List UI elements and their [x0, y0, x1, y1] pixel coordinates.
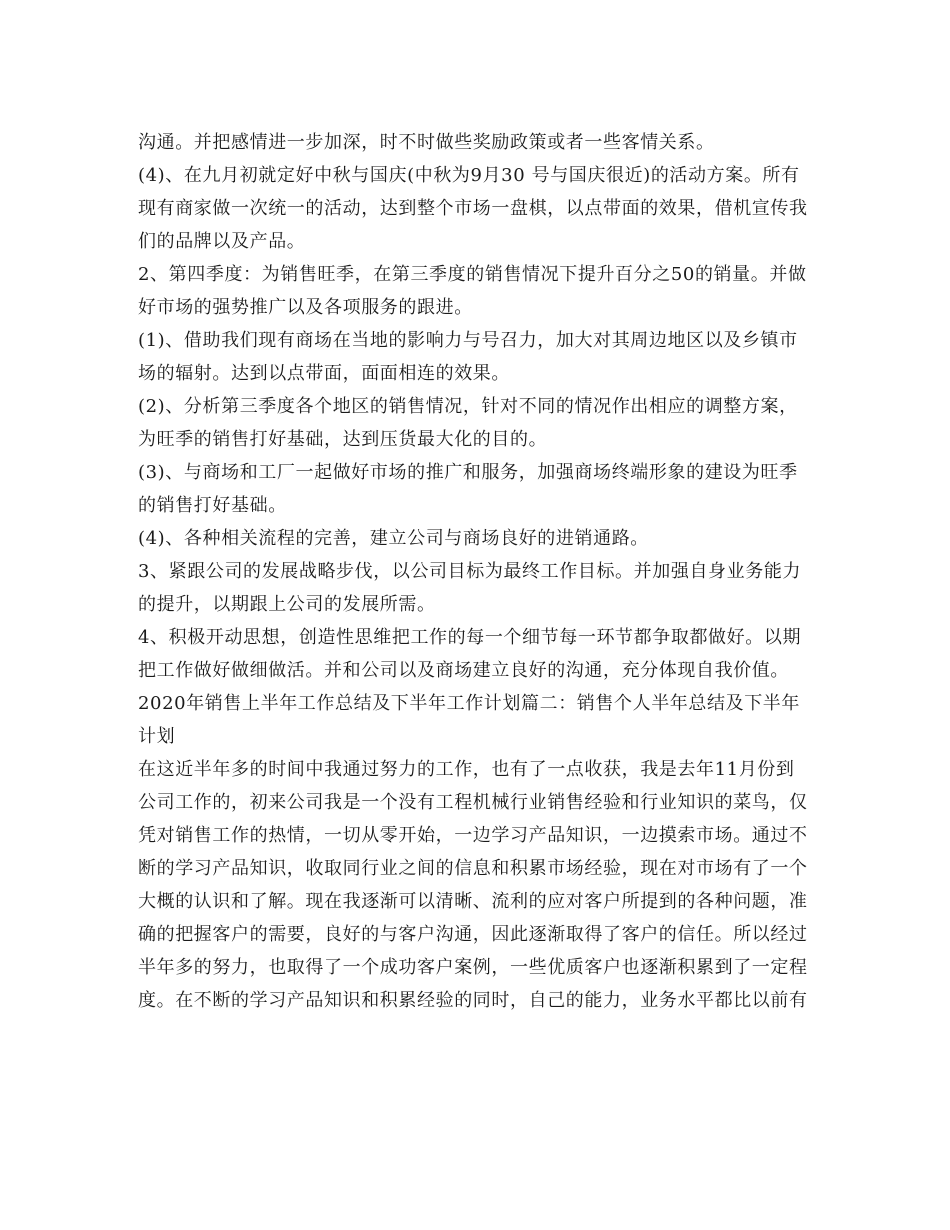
- text-line: (4)、在九月初就定好中秋与国庆(中秋为9月30 号与国庆很近)的活动方案。所有: [138, 165, 800, 186]
- text-line: 们的品牌以及产品。: [138, 231, 306, 252]
- text-line: 2、第四季度：为销售旺季，在第三季度的销售情况下提升百分之50的销量。并做: [138, 264, 807, 285]
- text-line: 为旺季的销售打好基础，达到压货最大化的目的。: [138, 429, 548, 450]
- text-line: (4)、各种相关流程的完善，建立公司与商场良好的进销通路。: [138, 528, 649, 549]
- text-line: 场的辐射。达到以点带面，面面相连的效果。: [138, 363, 510, 384]
- text-line: 公司工作的，初来公司我是一个没有工程机械行业销售经验和行业知识的菜鸟，仅: [138, 792, 808, 813]
- text-line: 在这近半年多的时间中我通过努力的工作，也有了一点收获，我是去年11月份到: [138, 759, 795, 780]
- text-line: 的提升，以期跟上公司的发展所需。: [138, 594, 436, 615]
- text-line: (1)、借助我们现有商场在当地的影响力与号召力，加大对其周边地区以及乡镇市: [138, 330, 798, 351]
- text-line: (2)、分析第三季度各个地区的销售情况，针对不同的情况作出相应的调整方案，: [138, 396, 798, 417]
- text-line: 4、积极开动思想，创造性思维把工作的每一个细节每一环节都争取都做好。以期: [138, 627, 802, 648]
- text-line: 的销售打好基础。: [138, 495, 287, 516]
- text-line: 半年多的努力，也取得了一个成功客户案例，一些优质客户也逐渐积累到了一定程: [138, 957, 808, 978]
- text-line: 现有商家做一次统一的活动，达到整个市场一盘棋，以点带面的效果，借机宣传我: [138, 198, 808, 219]
- section-heading-continued: 计划: [138, 726, 176, 747]
- section-heading: 2020年销售上半年工作总结及下半年工作计划篇二：销售个人半年总结及下半年: [138, 693, 801, 714]
- text-line: 度。在不断的学习产品知识和积累经验的同时，自己的能力，业务水平都比以前有: [138, 990, 808, 1011]
- text-line: 大概的认识和了解。现在我逐渐可以清晰、流利的应对客户所提到的各种问题，准: [138, 891, 808, 912]
- text-line: (3)、与商场和工厂一起做好市场的推广和服务，加强商场终端形象的建设为旺季: [138, 462, 798, 483]
- document-page: [138, 126, 828, 1017]
- text-line: 好市场的强势推广以及各项服务的跟进。: [138, 297, 473, 318]
- text-line: 断的学习产品知识，收取同行业之间的信息和积累市场经验，现在对市场有了一个: [138, 858, 808, 879]
- text-line: 凭对销售工作的热情，一切从零开始，一边学习产品知识，一边摸索市场。通过不: [138, 825, 808, 846]
- text-line: 沟通。并把感情进一步加深，时不时做些奖励政策或者一些客情关系。: [138, 132, 715, 153]
- text-line: 把工作做好做细做活。并和公司以及商场建立良好的沟通，充分体现自我价值。: [138, 660, 789, 681]
- text-line: 确的把握客户的需要，良好的与客户沟通，因此逐渐取得了客户的信任。所以经过: [138, 924, 808, 945]
- text-line: 3、紧跟公司的发展战略步伐，以公司目标为最终工作目标。并加强自身业务能力: [138, 561, 802, 582]
